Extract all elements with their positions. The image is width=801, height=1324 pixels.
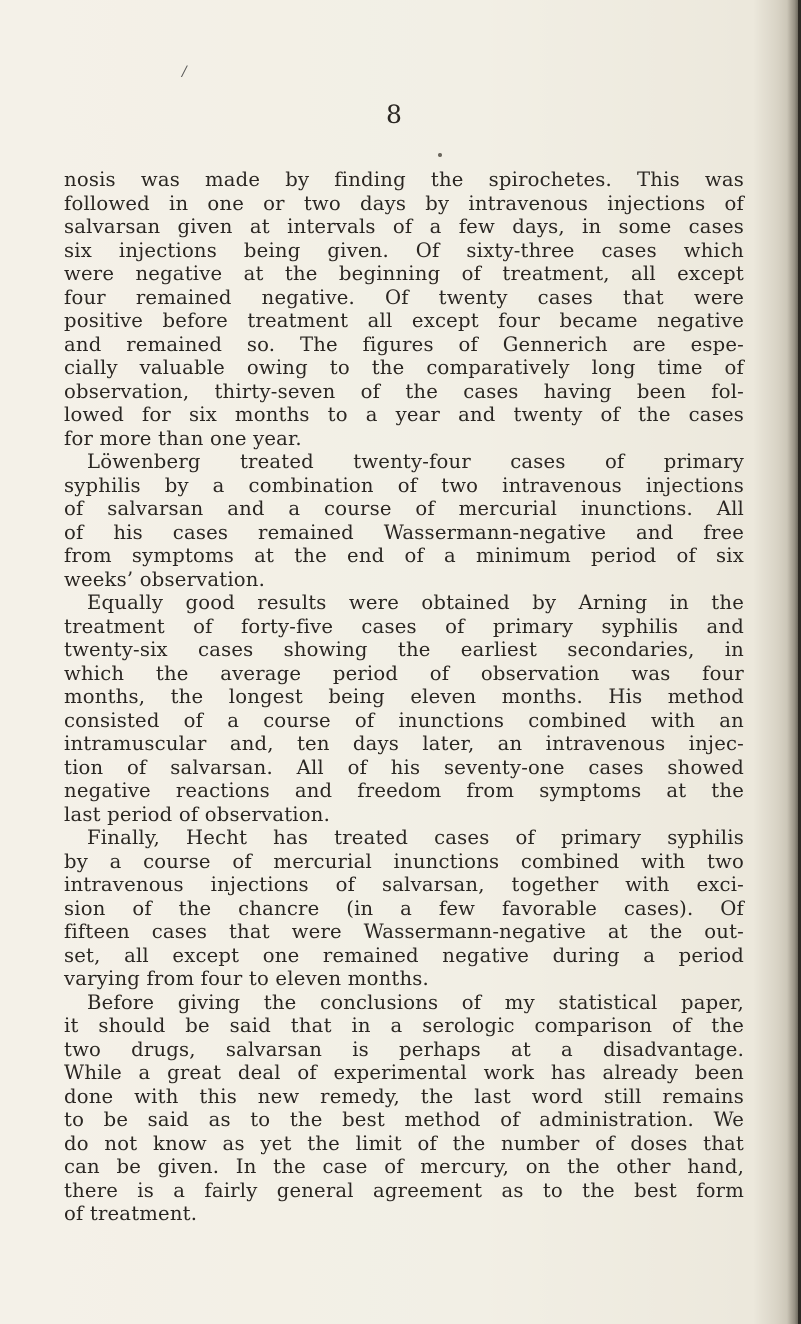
- paragraph: [64, 826, 744, 991]
- text-line: positive before treatment all except four became negative: [64, 309, 744, 332]
- text-line: from symptoms at the end of a minimum period of six: [64, 544, 744, 567]
- text-line: followed in one or two days by intravenous injections of: [64, 191, 744, 215]
- text-line: which the average period of observation was four: [64, 661, 744, 685]
- text-line: lowed for six months to a year and twenty of the cases: [64, 403, 744, 426]
- text-line: syphilis by a combination of two intravenous injections: [64, 473, 744, 497]
- text-line: fifteen cases that were Wassermann-negative at the out-: [64, 920, 744, 943]
- text-line: cially valuable owing to the comparatively long time of: [64, 356, 744, 379]
- paragraph: [64, 168, 744, 450]
- text-line: six injections being given. Of sixty-three cases which: [64, 238, 744, 262]
- text-line: Löwenberg treated twenty-four cases of primary: [87, 450, 744, 473]
- ink-dot: [438, 153, 442, 157]
- text-line: it should be said that in a serologic comparison of the: [64, 1014, 744, 1037]
- text-line: sion of the chancre (in a few favorable cases). Of: [64, 896, 744, 920]
- text-line: Before giving the conclusions of my statistical paper,: [87, 990, 744, 1014]
- text-line: tion of salvarsan. All of his seventy-one cases showed: [64, 755, 744, 779]
- text-line: by a course of mercurial inunctions combined with two: [64, 849, 744, 873]
- text-line: set, all except one remained negative during a period: [64, 943, 744, 967]
- text-line: and remained so. The figures of Gennerich are espe-: [64, 332, 744, 356]
- text-line: to be said as to the best method of administration. We: [64, 1108, 744, 1131]
- text-line: can be given. In the case of mercury, on the other hand,: [64, 1155, 744, 1178]
- text-line: two drugs, salvarsan is perhaps at a disadvantage.: [64, 1037, 744, 1061]
- text-line: negative reactions and freedom from symptoms at the: [64, 779, 744, 802]
- text-line: observation, thirty-seven of the cases having been fol-: [64, 379, 744, 403]
- text-line: for more than one year.: [64, 426, 302, 450]
- text-line: twenty-six cases showing the earliest secondaries, in: [64, 638, 744, 661]
- text-line: weeks’ observation.: [64, 567, 266, 591]
- text-line: were negative at the beginning of treatment, all except: [64, 262, 744, 285]
- text-line: of salvarsan and a course of mercurial inunctions. All: [64, 497, 744, 520]
- text-line: consisted of a course of inunctions combined with an: [64, 708, 744, 732]
- text-line: last period of observation.: [64, 802, 331, 826]
- text-line: of his cases remained Wassermann-negative and free: [64, 520, 744, 544]
- text-line: of treatment.: [64, 1202, 198, 1225]
- paragraph: [64, 991, 744, 1226]
- text-line: While a great deal of experimental work has already been: [64, 1061, 744, 1084]
- stray-mark: /: [182, 64, 187, 80]
- text-line: do not know as yet the limit of the number of doses that: [64, 1131, 744, 1155]
- text-line: four remained negative. Of twenty cases that were: [64, 285, 744, 309]
- paragraph: [64, 591, 744, 826]
- text-line: months, the longest being eleven months. His method: [64, 685, 744, 708]
- text-line: varying from four to eleven months.: [64, 967, 429, 990]
- body-text: [64, 168, 744, 1226]
- text-line: done with this new remedy, the last word still remains: [64, 1084, 744, 1108]
- paragraph: [64, 450, 744, 591]
- text-line: treatment of forty-five cases of primary syphilis and: [64, 614, 744, 638]
- text-line: there is a fairly general agreement as to the best form: [64, 1178, 744, 1202]
- page-number: 8: [386, 100, 402, 129]
- text-line: nosis was made by finding the spirochetes. This was: [64, 168, 744, 191]
- text-line: intramuscular and, ten days later, an intravenous injec-: [64, 732, 744, 755]
- text-line: salvarsan given at intervals of a few days, in some cases: [64, 215, 744, 238]
- text-line: Equally good results were obtained by Arning in the: [87, 591, 744, 614]
- text-line: intravenous injections of salvarsan, together with exci-: [64, 873, 744, 896]
- text-line: Finally, Hecht has treated cases of primary syphilis: [87, 826, 744, 849]
